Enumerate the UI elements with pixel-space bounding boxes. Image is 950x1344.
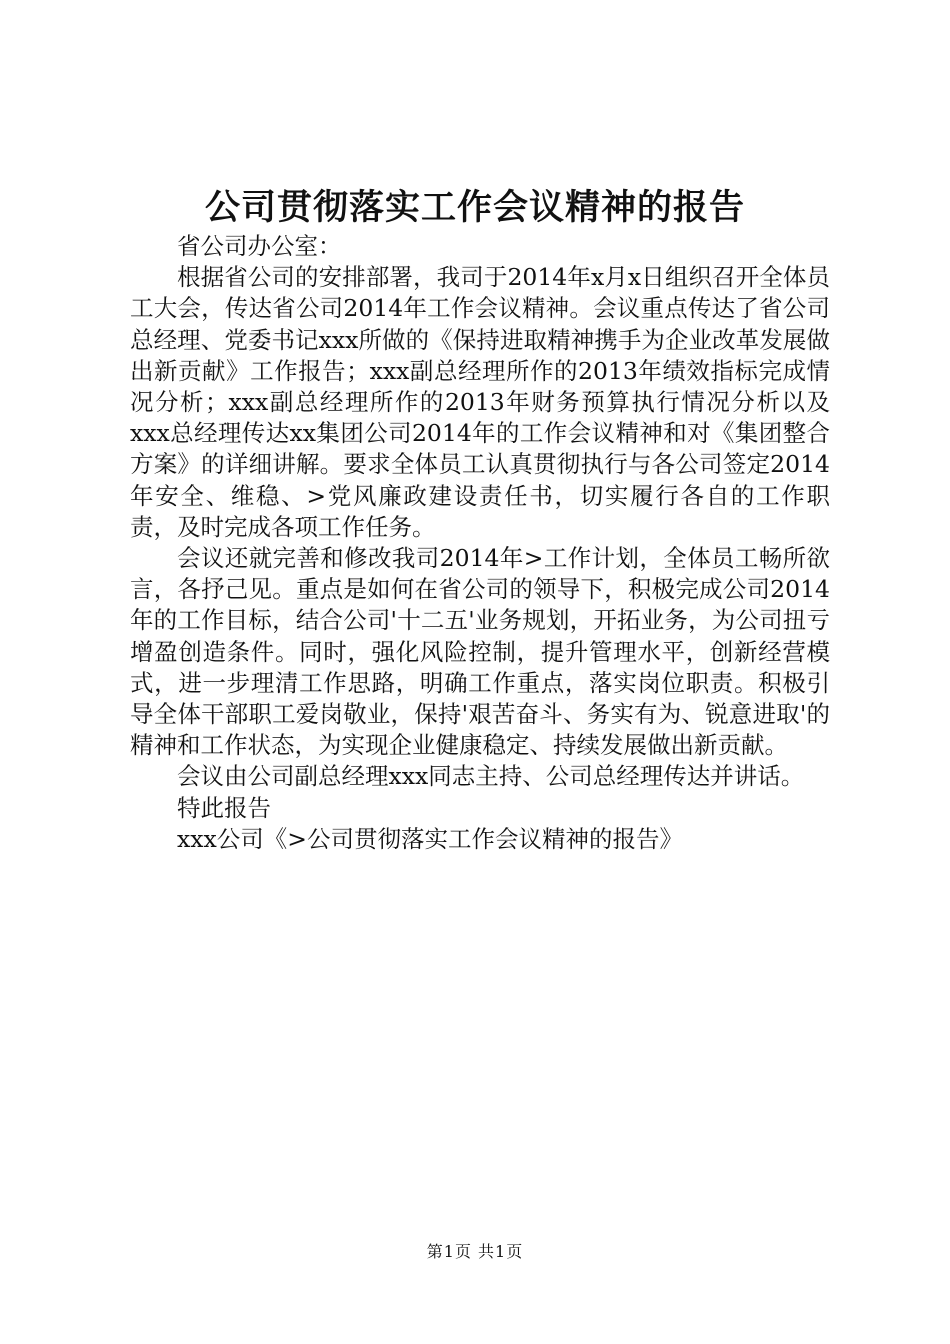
paragraph-3: 会议由公司副总经理xxx同志主持、公司总经理传达并讲话。 — [177, 762, 805, 791]
signature-line: xxx公司《>公司贯彻落实工作会议精神的报告》 — [177, 824, 683, 853]
paragraph-2: 会议还就完善和修改我司2014年>工作计划，全体员工畅所欲言，各抒己见。重点是如何在省公司的领导下，积极完成公司2014年的工作目标，结合公司'十二五'业务规划，开拓业务，为公司扭亏增盈创造条件。同时，强化风险控制，提升管理水平，创新经营模式，进一步理清工作思路，明确工作重点，落实岗位职责。积极引导全体干部职工爱岗敬业，保持'艰苦奋斗、务实有为、锐意进取'的精神和工作状态，为实现企业健康稳定、持续发展做出新贡献。 — [130, 544, 830, 760]
page-number: 第1页 共1页 — [426, 1242, 524, 1261]
salutation: 省公司办公室： — [177, 232, 342, 260]
closing-line: 特此报告 — [177, 793, 271, 822]
paragraph-1: 根据省公司的安排部署，我司于2014年x月x日组织召开全体员工大会，传达省公司2014年工作会议精神。会议重点传达了省公司总经理、党委书记xxx所做的《保持进取精神携手为企业改革发展做出新贡献》工作报告；xxx副总经理所作的2013年绩效指标完成情况分析；xxx副总经理所作的2013年财务预算执行情况分析以及xxx总经理传达xx集团公司2014年的工作会议精神和对《集团整合方案》的详细讲解。要求全体员工认真贯彻执行与各公司签定2014年安全、维稳、>党风廉政建设责任书，切实履行各自的工作职责，及时完成各项工作任务。 — [130, 263, 830, 541]
document-body — [130, 231, 830, 855]
document-title: 公司贯彻落实工作会议精神的报告 — [204, 187, 745, 228]
